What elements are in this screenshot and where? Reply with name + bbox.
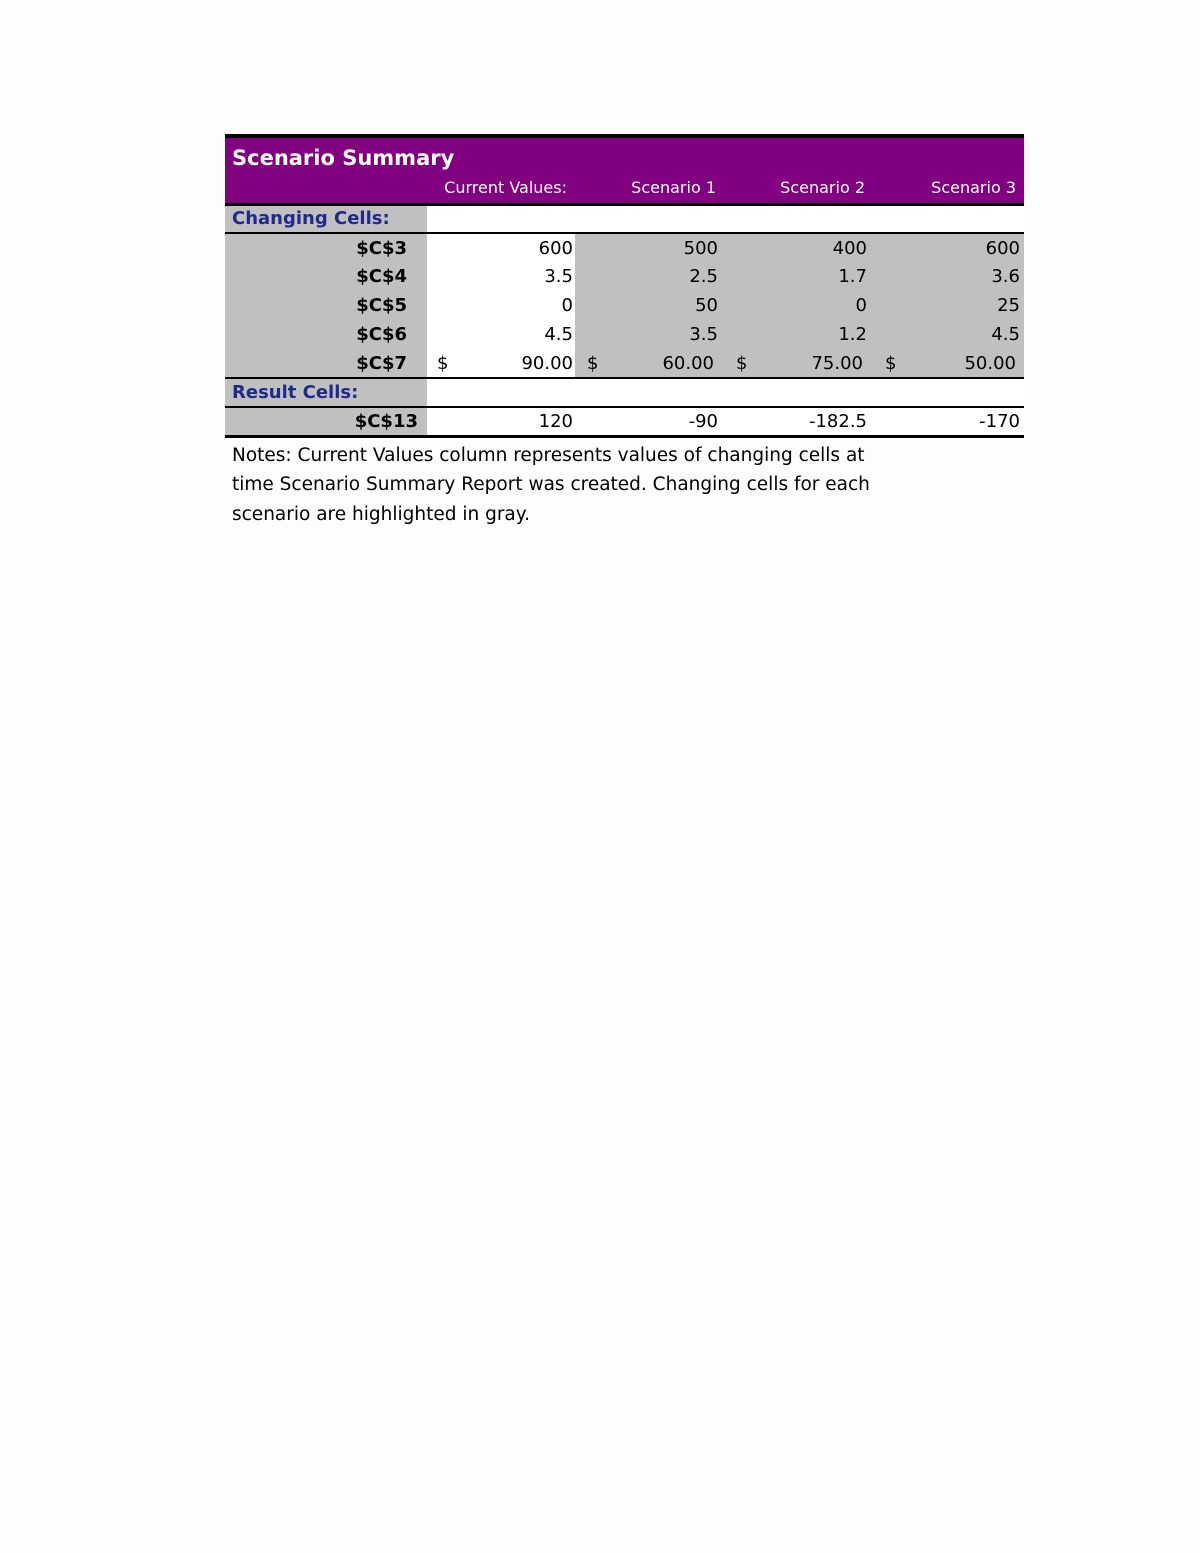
changing-cells-section	[225, 204, 1024, 233]
title-row	[225, 138, 1024, 173]
changing-cells-label: Changing Cells:	[225, 204, 427, 233]
scenario-3-cell	[873, 349, 1024, 378]
row-label: $C$7	[225, 349, 427, 378]
report-notes: Notes: Current Values column represents values of changing cells at time Scenario Summary Report was created. Changing cells for each scenario are highlighted in gray.	[232, 444, 870, 525]
currency-amount: 75.00	[811, 352, 863, 374]
current-value-cell: 600	[427, 233, 575, 262]
scenario-summary-report	[225, 134, 1024, 529]
currency-amount: 90.00	[521, 352, 573, 374]
scenario-2-cell: 1.7	[724, 262, 873, 291]
scenario-3-cell: 600	[873, 233, 1024, 262]
scenario-1-cell: 50	[575, 291, 724, 320]
scenario-1-cell: -90	[575, 407, 724, 436]
scenario-2-cell	[724, 349, 873, 378]
row-label: $C$4	[225, 262, 427, 291]
scenario-2-cell: 0	[724, 291, 873, 320]
current-value-cell: 120	[427, 407, 575, 436]
report-title: Scenario Summary	[225, 138, 1024, 173]
column-header-row	[225, 173, 1024, 204]
current-value-cell: 0	[427, 291, 575, 320]
scenario-1-cell: 2.5	[575, 262, 724, 291]
scenario-3-cell: 4.5	[873, 320, 1024, 349]
table-row	[225, 291, 1024, 320]
currency-amount: 60.00	[662, 352, 714, 374]
currency-amount: 50.00	[964, 352, 1016, 374]
scenario-2-cell: 400	[724, 233, 873, 262]
row-label: $C$6	[225, 320, 427, 349]
scenario-1-cell: 500	[575, 233, 724, 262]
column-header-scenario-3: Scenario 3	[873, 173, 1024, 204]
scenario-3-cell: 25	[873, 291, 1024, 320]
result-cells-label: Result Cells:	[225, 378, 427, 407]
table-row	[225, 320, 1024, 349]
currency-symbol: $	[885, 352, 897, 374]
row-label: $C$13	[225, 407, 427, 436]
current-value-cell	[427, 349, 575, 378]
scenario-3-cell: 3.6	[873, 262, 1024, 291]
currency-symbol: $	[437, 352, 449, 374]
current-value-cell: 3.5	[427, 262, 575, 291]
column-header-blank	[225, 173, 427, 204]
table-row	[225, 233, 1024, 262]
row-label: $C$5	[225, 291, 427, 320]
scenario-summary-table	[225, 134, 1024, 438]
currency-symbol: $	[587, 352, 599, 374]
table-row	[225, 349, 1024, 378]
column-header-scenario-2: Scenario 2	[724, 173, 873, 204]
row-label: $C$3	[225, 233, 427, 262]
current-value-cell: 4.5	[427, 320, 575, 349]
scenario-2-cell: -182.5	[724, 407, 873, 436]
scenario-1-cell: 3.5	[575, 320, 724, 349]
table-row	[225, 407, 1024, 436]
scenario-3-cell: -170	[873, 407, 1024, 436]
result-cells-section	[225, 378, 1024, 407]
column-header-scenario-1: Scenario 1	[575, 173, 724, 204]
scenario-1-cell	[575, 349, 724, 378]
table-row	[225, 262, 1024, 291]
scenario-2-cell: 1.2	[724, 320, 873, 349]
column-header-current-values: Current Values:	[427, 173, 575, 204]
currency-symbol: $	[736, 352, 748, 374]
